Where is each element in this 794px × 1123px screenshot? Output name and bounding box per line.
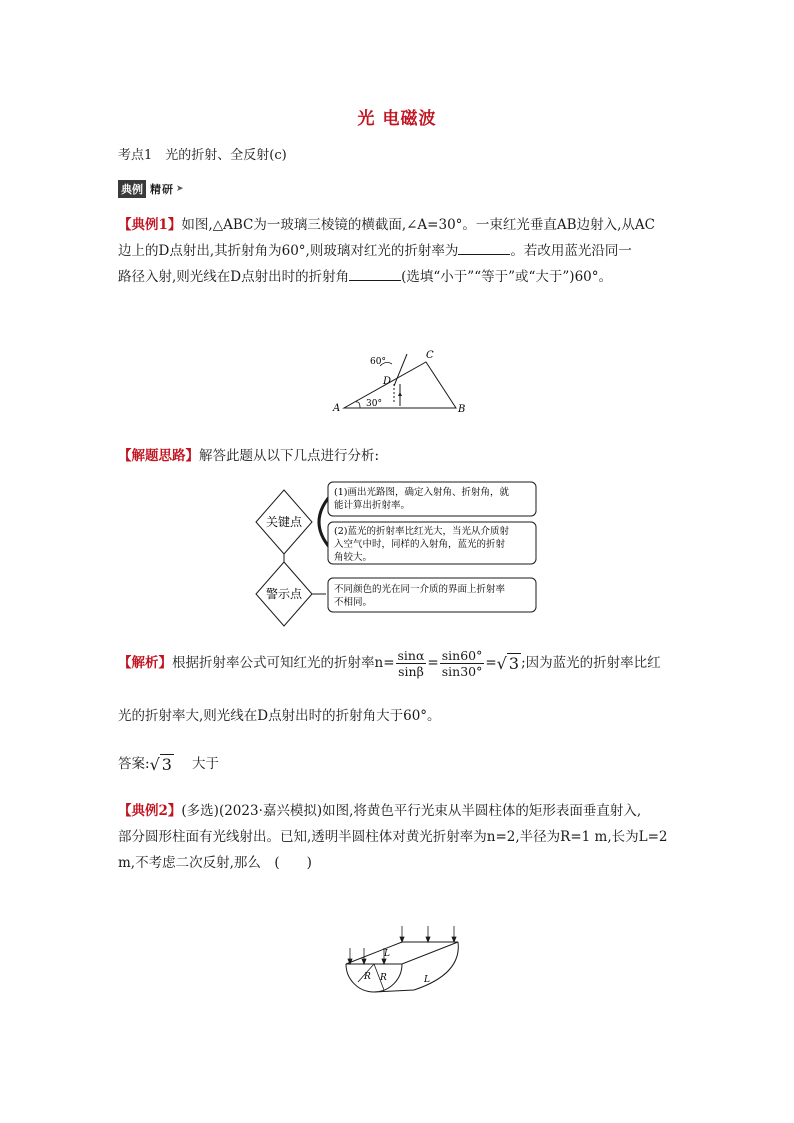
label-d: D bbox=[383, 376, 392, 387]
example-2-line-2: 部分圆形柱面有光线射出。已知,透明半圆柱体对黄光折射率为n=2,半径为R=1 m,长为L=2 bbox=[118, 829, 668, 845]
example-2 bbox=[118, 798, 678, 876]
half-cylinder-figure bbox=[338, 920, 468, 1020]
back-curve bbox=[414, 942, 458, 990]
badge-box: 典例 bbox=[118, 180, 146, 198]
section-heading: 考点1 光的折射、全反射(c) bbox=[118, 148, 287, 163]
key-2-line-a: (2)蓝光的折射率比红光大，当光从介质射 bbox=[334, 526, 509, 537]
equals-2: = bbox=[485, 655, 497, 671]
answer-blank-1[interactable] bbox=[458, 242, 510, 255]
label-b: B bbox=[458, 404, 466, 415]
fraction-1 bbox=[396, 648, 427, 679]
analysis-tag: 【解析】 bbox=[118, 655, 172, 671]
example-1-text-3a: 路径入射,则光线在D点射出时的折射角 bbox=[118, 269, 350, 285]
analysis-line-1 bbox=[118, 648, 678, 679]
label-a: A bbox=[333, 403, 341, 414]
analysis-pre: 根据折射率公式可知红光的折射率n= bbox=[172, 655, 395, 671]
example-1-line-1 bbox=[118, 212, 678, 238]
example-1-text-1: 如图,△ABC为一玻璃三棱镜的横截面,∠A=30°。一束红光垂直AB边射入,从AC bbox=[181, 217, 655, 233]
fraction-2 bbox=[440, 648, 485, 679]
think-line bbox=[118, 444, 379, 464]
chevron-right-icon: ➤ bbox=[176, 184, 184, 194]
example-2-tag: 【典例2】 bbox=[118, 803, 182, 819]
answer-text: 大于 bbox=[191, 756, 219, 772]
sqrt-radicand: 3 bbox=[508, 654, 520, 673]
warn-label: 警示点 bbox=[265, 587, 303, 601]
label-r-1: R bbox=[364, 972, 371, 982]
key-2-line-c: 角较大。 bbox=[334, 552, 373, 563]
analysis-line-2: 光的折射率大,则光线在D点射出时的折射角大于60°。 bbox=[118, 708, 441, 724]
label-60-deg: 60° bbox=[370, 357, 386, 367]
arrow-up-icon bbox=[398, 392, 402, 396]
angle-arc-30 bbox=[356, 402, 360, 408]
badge-text: 精研 bbox=[150, 183, 174, 196]
answer-radicand: 3 bbox=[161, 755, 172, 774]
example-2-text-1: (多选)(2023·嘉兴模拟)如图,将黄色平行光束从半圆柱体的矩形表面垂直射入, bbox=[181, 803, 642, 819]
fraction-2-num: sin60° bbox=[441, 648, 483, 663]
label-r-2: R bbox=[380, 973, 387, 983]
example-1-line-2 bbox=[118, 238, 678, 264]
answer-blank-2[interactable] bbox=[349, 268, 401, 281]
example-1-line-3 bbox=[118, 264, 678, 290]
fraction-1-num: sinα bbox=[397, 648, 425, 663]
refracted-ray bbox=[394, 354, 407, 386]
analysis-diagram bbox=[250, 478, 550, 628]
example-2-line-3: m,不考虑二次反射,那么 ( ) bbox=[118, 855, 312, 871]
think-tag: 【解题思路】 bbox=[118, 448, 199, 464]
label-l-1: L bbox=[384, 949, 390, 959]
front-semicircle bbox=[346, 964, 402, 992]
example-1-tag: 【典例1】 bbox=[118, 217, 182, 233]
key-1-line-a: (1)画出光路图，确定入射角、折射角，就 bbox=[334, 487, 509, 498]
page-title: 光 电磁波 bbox=[357, 109, 437, 129]
fraction-2-den: sin30° bbox=[441, 664, 483, 679]
key-1-line-b: 能计算出折射率。 bbox=[334, 500, 411, 511]
label-c: C bbox=[426, 350, 434, 361]
fraction-1-den: sinβ bbox=[398, 664, 424, 679]
sqrt-3: √ 3 bbox=[496, 654, 520, 673]
analysis-post: ;因为蓝光的折射率比红 bbox=[521, 655, 661, 671]
light-rays bbox=[348, 926, 456, 964]
example-1-text-2a: 边上的D点射出,其折射角为60°,则玻璃对红光的折射率为 bbox=[118, 243, 459, 259]
warn-line-b: 不相同。 bbox=[334, 597, 373, 608]
label-30-deg: 30° bbox=[366, 399, 382, 409]
warn-line-a: 不同颜色的光在同一介质的界面上折射率 bbox=[334, 584, 506, 595]
example-badge bbox=[118, 180, 184, 198]
example-2-line-1 bbox=[118, 798, 678, 824]
example-1-text-2b: 。若改用蓝光沿同一 bbox=[510, 243, 632, 259]
equals-1: = bbox=[427, 655, 439, 671]
key-2-line-b: 入空气中时，同样的入射角，蓝光的折射 bbox=[334, 539, 506, 550]
example-1-text-3b: (选填“小于”“等于”或“大于”)60°。 bbox=[401, 269, 612, 285]
answer-sqrt: √ 3 bbox=[149, 755, 172, 774]
answer-line bbox=[118, 752, 219, 774]
prism-figure bbox=[330, 348, 470, 420]
think-text: 解答此题从以下几点进行分析: bbox=[199, 448, 380, 464]
key-label: 关键点 bbox=[265, 515, 303, 529]
example-1 bbox=[118, 212, 678, 290]
answer-label: 答案: bbox=[118, 756, 150, 772]
label-l-2: L bbox=[424, 975, 430, 985]
